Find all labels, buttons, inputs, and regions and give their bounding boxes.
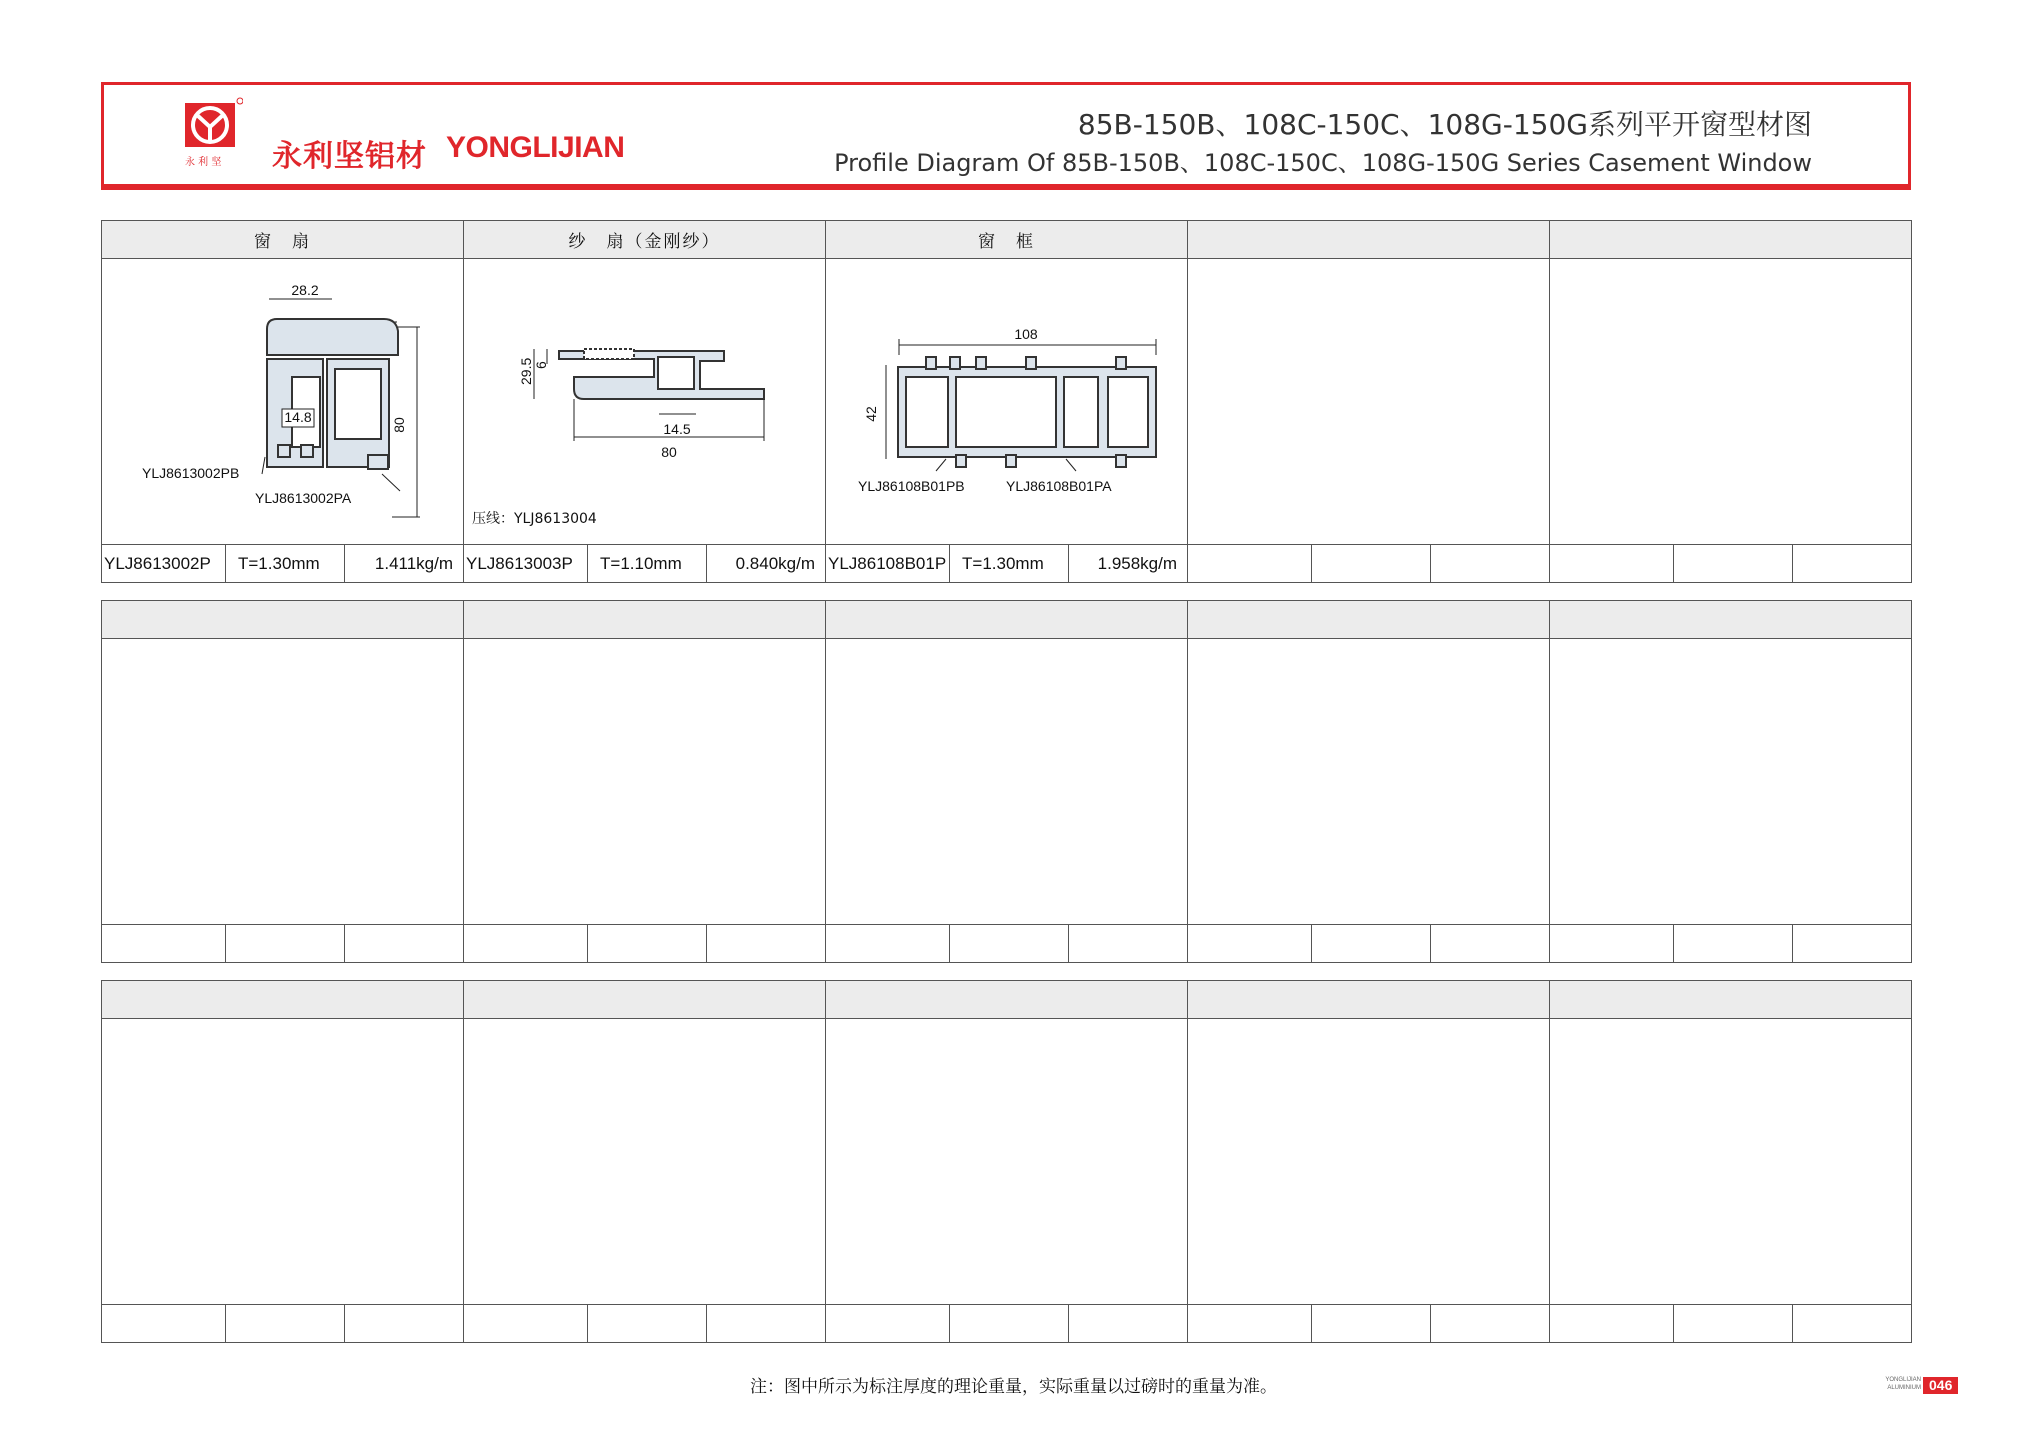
info-cell-empty	[464, 1305, 588, 1343]
info-cell-empty	[826, 1305, 950, 1343]
info-cell-empty	[707, 1305, 826, 1343]
dim-label: 80	[661, 444, 677, 460]
info-cell-empty	[226, 1305, 345, 1343]
profile-heading-empty	[826, 981, 1188, 1019]
profile-heading-empty	[102, 981, 464, 1019]
info-cell-empty	[1188, 925, 1312, 963]
brand-logo-icon	[183, 97, 243, 169]
info-cell-empty	[1069, 1305, 1188, 1343]
profile-weight	[1431, 545, 1550, 583]
page-number: 046	[1923, 1377, 1958, 1394]
info-cell-empty	[1550, 1305, 1674, 1343]
info-cell-empty	[102, 925, 226, 963]
profile-heading-empty	[1188, 981, 1550, 1019]
profile-thickness: T=1.10mm	[588, 545, 707, 583]
profile-table-3	[101, 980, 1912, 1343]
info-cell-empty	[464, 925, 588, 963]
part-label: YLJ8613002PA	[255, 490, 352, 506]
profile-table-1	[101, 220, 1912, 583]
info-cell-empty	[707, 925, 826, 963]
info-cell-empty	[345, 1305, 464, 1343]
dim-label: 28.2	[291, 282, 319, 298]
page-title-cn: 85B-150B、108C-150C、108G-150G系列平开窗型材图	[1077, 108, 1812, 141]
info-cell-empty	[1431, 1305, 1550, 1343]
profile-diagram-cell-2	[464, 259, 826, 545]
profile-heading-empty	[1550, 981, 1912, 1019]
profile-code	[1188, 545, 1312, 583]
info-cell-empty	[102, 1305, 226, 1343]
info-cell-empty	[345, 925, 464, 963]
page-header	[101, 82, 1911, 190]
brand-small-line-1: YONGLIJIAN	[1885, 1377, 1921, 1383]
profile-heading-2: 纱 扇（金刚纱）	[464, 221, 826, 259]
profile-heading-5	[1550, 221, 1912, 259]
profile-heading-empty	[464, 981, 826, 1019]
info-cell-empty	[1793, 925, 1912, 963]
profile-weight	[1793, 545, 1912, 583]
dim-label: 29.5	[518, 357, 535, 385]
profile-diagram-empty	[1550, 1019, 1912, 1305]
profile-code: YLJ8613002P	[102, 545, 226, 583]
screen-sash-profile-diagram	[464, 259, 826, 545]
brand-name-cn: 永利坚铝材	[272, 139, 427, 174]
brand-small-text	[1865, 1376, 1921, 1392]
dim-label: 42	[863, 406, 880, 422]
profile-diagram-cell-4	[1188, 259, 1550, 545]
profile-diagram-empty	[826, 639, 1188, 925]
profile-code: YLJ8613003P	[464, 545, 588, 583]
profile-thickness	[1674, 545, 1793, 583]
info-cell-empty	[1674, 1305, 1793, 1343]
profile-heading-empty	[1550, 601, 1912, 639]
footer-note: 注：图中所示为标注厚度的理论重量，实际重量以过磅时的重量为准。	[750, 1377, 1277, 1397]
profile-weight: 1.411kg/m	[345, 545, 464, 583]
profile-diagram-empty	[1188, 639, 1550, 925]
info-cell-empty	[1793, 1305, 1912, 1343]
info-cell-empty	[588, 1305, 707, 1343]
sash-profile-diagram	[102, 259, 464, 545]
profile-heading-empty	[102, 601, 464, 639]
profile-thickness: T=1.30mm	[226, 545, 345, 583]
dim-label: 14.8	[284, 409, 312, 425]
info-cell-empty	[588, 925, 707, 963]
info-cell-empty	[950, 925, 1069, 963]
dim-label: 14.5	[663, 421, 691, 437]
part-label: YLJ86108B01PB	[858, 478, 965, 494]
profile-weight: 1.958kg/m	[1069, 545, 1188, 583]
profile-diagram-empty	[102, 1019, 464, 1305]
profile-heading-3: 窗 框	[826, 221, 1188, 259]
profile-thickness: T=1.30mm	[950, 545, 1069, 583]
profile-diagram-cell-1	[102, 259, 464, 545]
profile-heading-1: 窗 扇	[102, 221, 464, 259]
info-cell-empty	[826, 925, 950, 963]
profile-diagram-empty	[464, 1019, 826, 1305]
profile-weight: 0.840kg/m	[707, 545, 826, 583]
profile-heading-4	[1188, 221, 1550, 259]
frame-profile-diagram	[826, 259, 1188, 545]
profile-code: YLJ86108B01P	[826, 545, 950, 583]
profile-diagram-cell-3	[826, 259, 1188, 545]
info-cell-empty	[950, 1305, 1069, 1343]
info-cell-empty	[226, 925, 345, 963]
part-label: 压线：YLJ8613004	[472, 511, 597, 527]
profile-diagram-empty	[464, 639, 826, 925]
info-cell-empty	[1431, 925, 1550, 963]
profile-heading-empty	[826, 601, 1188, 639]
info-cell-empty	[1069, 925, 1188, 963]
info-cell-empty	[1312, 925, 1431, 963]
dim-label: 6	[533, 361, 550, 369]
info-cell-empty	[1312, 1305, 1431, 1343]
brand-small-line-2: ALUMINIUM	[1887, 1385, 1921, 1391]
profile-diagram-empty	[1550, 639, 1912, 925]
profile-heading-empty	[1188, 601, 1550, 639]
part-label: YLJ86108B01PA	[1006, 478, 1112, 494]
logo-under-text: 永 利 坚	[185, 157, 222, 168]
profile-diagram-empty	[1188, 1019, 1550, 1305]
info-cell-empty	[1550, 925, 1674, 963]
profile-heading-empty	[464, 601, 826, 639]
profile-diagram-empty	[102, 639, 464, 925]
info-cell-empty	[1188, 1305, 1312, 1343]
profile-diagram-cell-5	[1550, 259, 1912, 545]
profile-code	[1550, 545, 1674, 583]
part-label: YLJ8613002PB	[142, 465, 240, 481]
dim-label: 108	[1014, 326, 1038, 342]
profile-diagram-empty	[826, 1019, 1188, 1305]
brand-name-en: YONGLIJIAN	[446, 131, 625, 164]
page-title-en: Profile Diagram Of 85B-150B、108C-150C、108G-150G Series Casement Window	[834, 149, 1812, 177]
dim-label: 80	[391, 417, 407, 433]
profile-table-2	[101, 600, 1912, 963]
info-cell-empty	[1674, 925, 1793, 963]
profile-thickness	[1312, 545, 1431, 583]
